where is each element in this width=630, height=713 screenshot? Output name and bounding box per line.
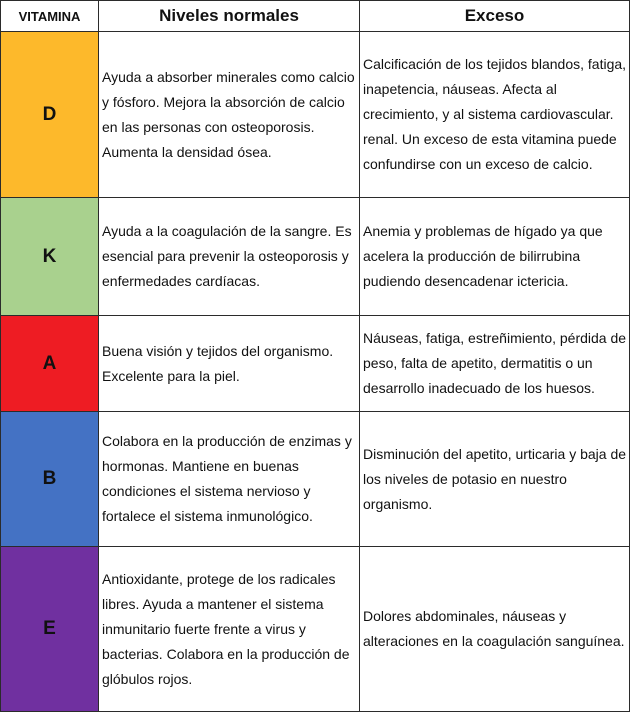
vitamin-letter-cell: A [1, 316, 99, 412]
niveles-cell: Antioxidante, protege de los radicales libres. Ayuda a mantener el sistema inmunitario fuerte frente a virus y bacterias. Colabora en la producción de glóbulos rojos. [99, 547, 360, 712]
niveles-cell: Colabora en la producción de enzimas y hormonas. Mantiene en buenas condiciones el sistema nervioso y fortalece el sistema inmunológico. [99, 412, 360, 547]
niveles-cell: Buena visión y tejidos del organismo. Excelente para la piel. [99, 316, 360, 412]
vitamin-letter-cell: E [1, 547, 99, 712]
table-row-vitamin-e [1, 547, 630, 712]
table-row-vitamin-a [1, 316, 630, 412]
exceso-cell: Anemia y problemas de hígado ya que acelera la producción de bilirrubina pudiendo desencadenar ictericia. [360, 198, 630, 316]
vitamin-letter-cell: K [1, 198, 99, 316]
vitamin-letter-cell: D [1, 32, 99, 198]
table-row-vitamin-d [1, 32, 630, 198]
exceso-cell: Náuseas, fatiga, estreñimiento, pérdida de peso, falta de apetito, dermatitis o un desarrollo inadecuado de los huesos. [360, 316, 630, 412]
vitamin-letter-cell: B [1, 412, 99, 547]
exceso-cell: Disminución del apetito, urticaria y baja de los niveles de potasio en nuestro organismo. [360, 412, 630, 547]
niveles-cell: Ayuda a absorber minerales como calcio y fósforo. Mejora la absorción de calcio en las personas con osteoporosis. Aumenta la densidad ósea. [99, 32, 360, 198]
header-niveles-normales: Niveles normales [99, 1, 360, 32]
table-header-row [1, 1, 630, 32]
niveles-cell: Ayuda a la coagulación de la sangre. Es esencial para prevenir la osteoporosis y enfermedades cardíacas. [99, 198, 360, 316]
table-row-vitamin-b [1, 412, 630, 547]
table-row-vitamin-k [1, 198, 630, 316]
exceso-cell: Calcificación de los tejidos blandos, fatiga, inapetencia, náuseas. Afecta al crecimiento, y al sistema cardiovascular. renal. Un exceso de esta vitamina puede confundirse con un exceso de calcio. [360, 32, 630, 198]
header-vitamina: VITAMINA [1, 1, 99, 32]
header-exceso: Exceso [360, 1, 630, 32]
exceso-cell: Dolores abdominales, náuseas y alteraciones en la coagulación sanguínea. [360, 547, 630, 712]
